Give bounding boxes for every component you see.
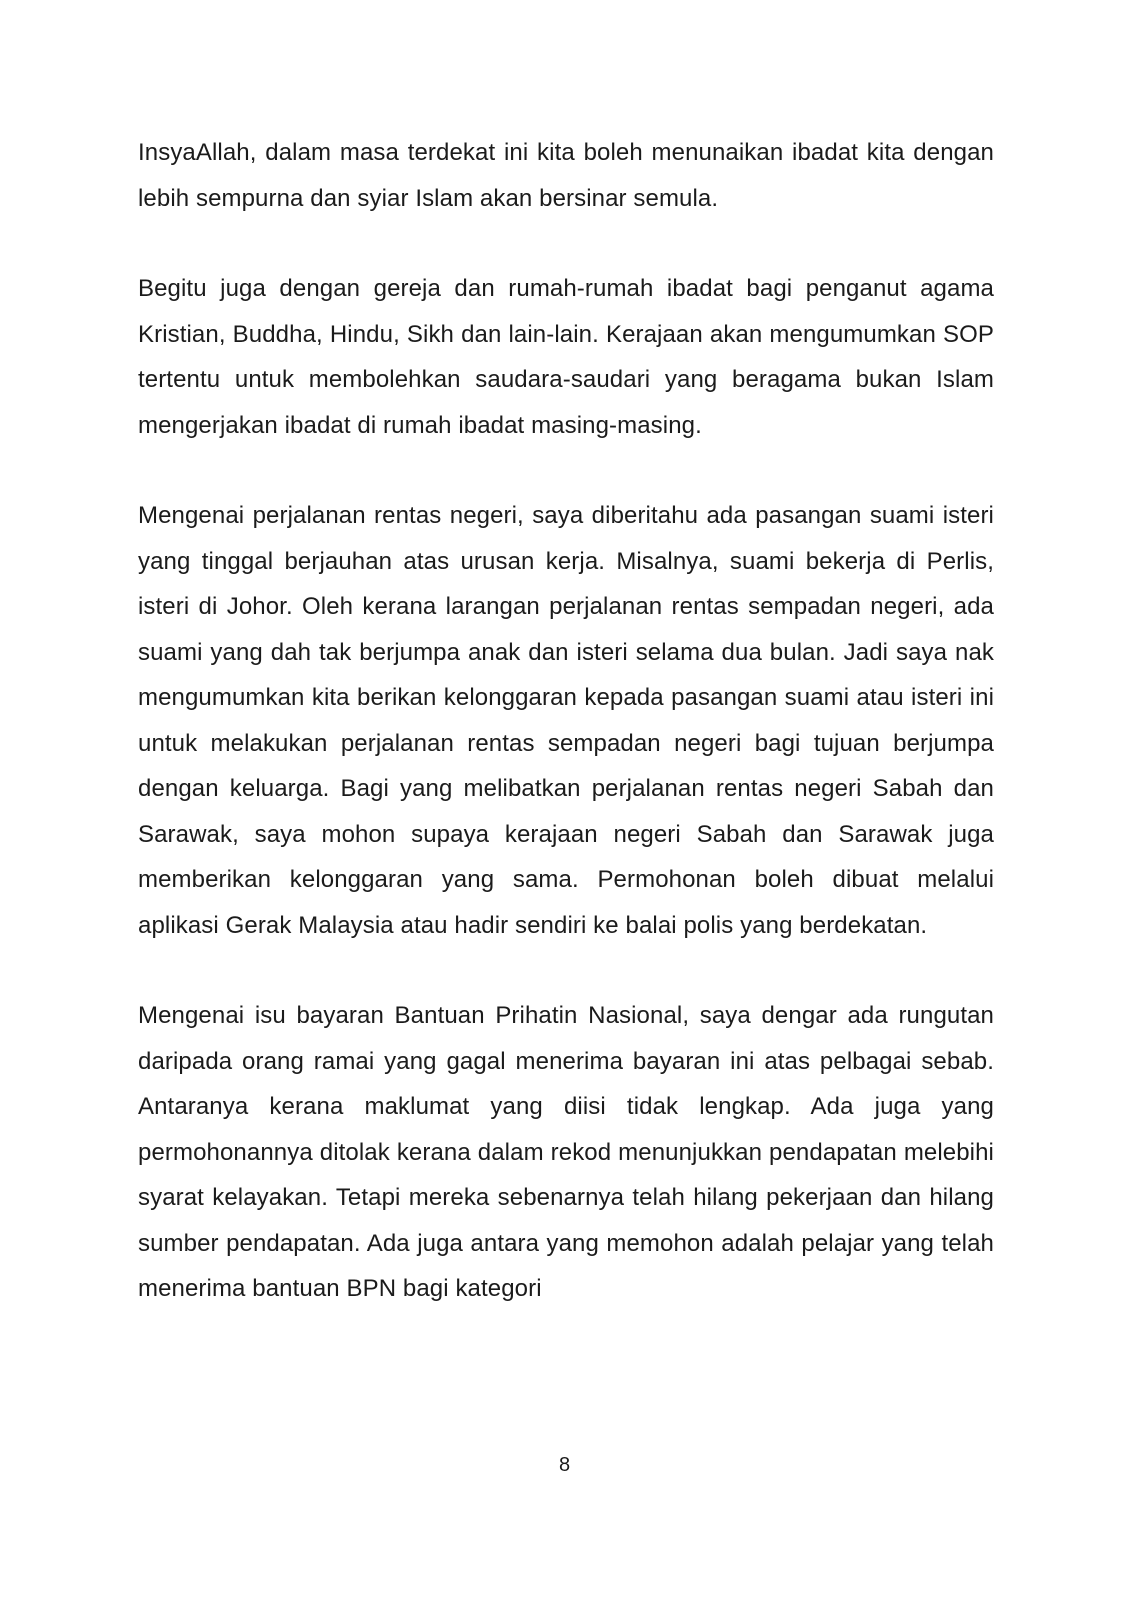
paragraph-rumah-ibadat: Begitu juga dengan gereja dan rumah-rumah ibadat bagi penganut agama Kristian, Buddha, Hindu, Sikh dan lain-lain. Kerajaan akan mengumumkan SOP tertentu untuk membolehkan saudara-saudari yang beragama bukan Islam mengerjakan ibadat di rumah ibadat masing-masing. [138, 275, 994, 439]
paragraph-ibadat-masjid: InsyaAllah, dalam masa terdekat ini kita boleh menunaikan ibadat kita dengan lebih sempurna dan syiar Islam akan bersinar semula. [138, 139, 994, 212]
paragraph-bantuan-prihatin-nasional: Mengenai isu bayaran Bantuan Prihatin Nasional, saya dengar ada rungutan daripada orang ramai yang gagal menerima bayaran ini atas pelbagai sebab. Antaranya kerana maklumat yang diisi tidak lengkap. Ada juga yang permohonannya ditolak kerana dalam rekod menunjukkan pendapatan melebihi syarat kelayakan. Tetapi mereka sebenarnya telah hilang pekerjaan dan hilang sumber pendapatan. Ada juga antara yang memohon adalah pelajar yang telah menerima bantuan BPN bagi kategori [138, 1002, 994, 1302]
page-body [138, 130, 994, 1312]
paragraph-perjalanan-rentas-negeri: Mengenai perjalanan rentas negeri, saya diberitahu ada pasangan suami isteri yang tinggal berjauhan atas urusan kerja. Misalnya, suami bekerja di Perlis, isteri di Johor. Oleh kerana larangan perjalanan rentas sempadan negeri, ada suami yang dah tak berjumpa anak dan isteri selama dua bulan. Jadi saya nak mengumumkan kita berikan kelonggaran kepada pasangan suami atau isteri ini untuk melakukan perjalanan rentas sempadan negeri bagi tujuan berjumpa dengan keluarga. Bagi yang melibatkan perjalanan rentas negeri Sabah dan Sarawak, saya mohon supaya kerajaan negeri Sabah dan Sarawak juga memberikan kelonggaran yang sama. Permohonan boleh dibuat melalui aplikasi Gerak Malaysia atau hadir sendiri ke balai polis yang berdekatan. [138, 502, 994, 939]
page-number: 8 [558, 1454, 571, 1476]
